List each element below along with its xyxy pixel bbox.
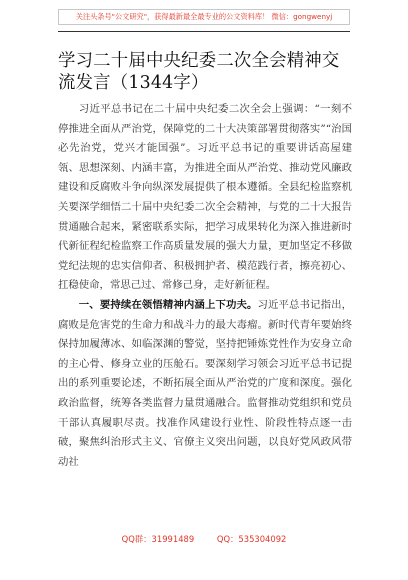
header-divider — [58, 31, 350, 32]
section-paragraph — [58, 296, 352, 472]
document-title: 学习二十届中央纪委二次全会精神交流发言（1344字） — [58, 51, 340, 93]
section-paragraph-text: 习近平总书记指出，腐败是危害党的生命力和战斗力的最大毒瘤。新时代青年要始终保持加履薄冰、如临深渊的警觉，坚持把锤炼党性作为安身立命的主心骨、修身立业的压舱石。要深刻学习领会习近平总书记提出的系列重要论述，不断拓展全面从严治党的广度和深度。强化政治监督，统筹各类监督力量贯通融合。监督推动党组织和党员干部认真履职尽责。找准作风建设行业性、阶段性特点逐一击破，聚焦纠治形式主义、官僚主义突出问题，以良好党风政风带动社 — [58, 298, 353, 468]
intro-paragraph: 习近平总书记在二十届中央纪委二次全会上强调：“一刻不停推进全面从严治党，保障党的二十大决策部署贯彻落实”“治国必先治党，党兴才能国强”。习近平总书记的重要讲话高屋建瓴、思想深刻、内涵丰富，为推进全面从严治党、推动党风廉政建设和反腐败斗争向纵深发展提供了根本遵循。全县纪检监察机关要深学细悟二十届中央纪委二次全会精神，与党的二十大报告贯通融合起来，紧密联系实际，把学习成果转化为深入推进新时代新征程纪检监察工作高质量发展的强大力量，更加坚定不移做党纪法规的忠实信仰者、积极拥护者、模范践行者，擦亮初心、扛稳使命，常思己过、常修己身，走好新征程。 — [58, 103, 352, 292]
document-body — [58, 100, 352, 472]
footer-qq-number: QQ：535304092 — [216, 534, 287, 544]
footer-qq-group: QQ群：31991489 — [121, 534, 195, 544]
section-heading: 一、要持续在领悟精神内涵上下功夫。 — [78, 298, 258, 311]
footer-contact — [58, 532, 350, 546]
header-banner: 关注头条号"公文研究"，获得最新最全最专业的公文资料库！ 微信：gongwenyj — [58, 9, 350, 25]
